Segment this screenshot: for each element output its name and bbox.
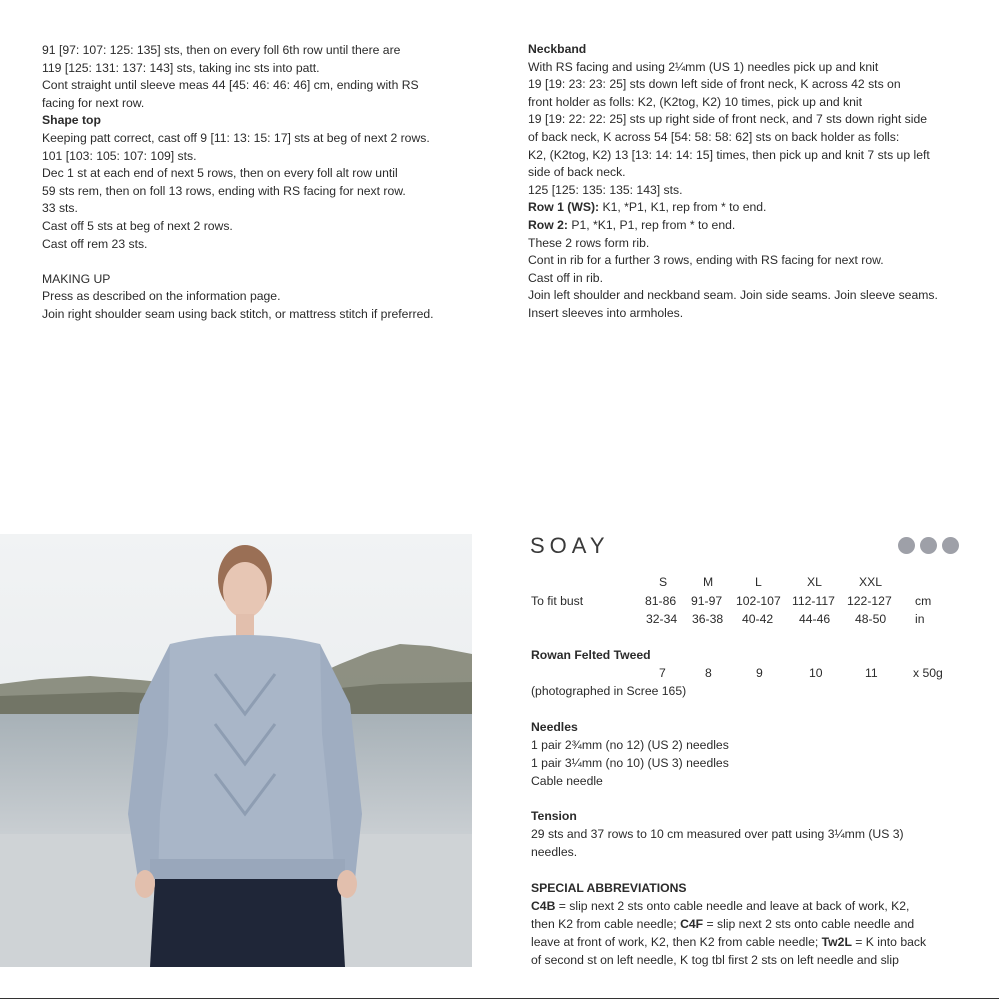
pattern-title: SOAY — [530, 533, 610, 558]
text-line: With RS facing and using 2¼mm (US 1) needles pick up and knit — [528, 59, 879, 74]
abbreviation-line: of second st on left needle, K tog tbl first 2 sts on left needle and slip — [531, 953, 899, 967]
text-line: Join left shoulder and neckband seam. Join side seams. Join sleeve seams. — [528, 288, 938, 303]
yarn-note: (photographed in Scree 165) — [531, 684, 687, 698]
text-line: These 2 rows form rib. — [528, 235, 650, 250]
difficulty-dot-icon — [898, 537, 915, 554]
size-cm-value: 112-117 — [792, 594, 835, 608]
row-1-text: K1, *P1, K1, rep from * to end. — [599, 200, 767, 215]
needles-heading: Needles — [531, 720, 578, 734]
yarn-amount: 9 — [756, 666, 763, 680]
text-line: 33 sts. — [42, 201, 78, 216]
tw2l-label: Tw2L — [821, 935, 852, 949]
size-in-value: 44-46 — [799, 612, 831, 626]
text-line: Insert sleeves into armholes. — [528, 305, 684, 320]
tension-line: needles. — [531, 845, 578, 859]
text-line: Cast off rem 23 sts. — [42, 236, 148, 251]
abbreviation-line — [531, 898, 909, 916]
text-line: facing for next row. — [42, 95, 145, 110]
row-2-text: P1, *K1, P1, rep from * to end. — [567, 217, 736, 232]
needle-line: 1 pair 3¼mm (no 10) (US 3) needles — [531, 756, 729, 770]
size-header: XXL — [859, 575, 883, 589]
in-unit: in — [915, 612, 925, 626]
abbreviations-heading: SPECIAL ABBREVIATIONS — [531, 881, 687, 895]
text-line: Cast off 5 sts at beg of next 2 rows. — [42, 218, 233, 233]
size-header: L — [755, 575, 762, 589]
row-1-instruction — [528, 199, 968, 217]
text-line: 59 sts rem, then on foll 13 rows, ending with RS facing for next row. — [42, 183, 406, 198]
text-line: 19 [19: 23: 23: 25] sts down left side of front neck, K across 42 sts on — [528, 77, 901, 92]
neckband-heading: Neckband — [528, 42, 587, 56]
difficulty-dot-icon — [920, 537, 937, 554]
tw2l-text: = K into back — [851, 935, 927, 949]
left-column — [42, 42, 482, 324]
size-in-value: 36-38 — [692, 612, 724, 626]
c4f-text: = slip next 2 sts onto cable needle and — [703, 917, 915, 931]
size-in-value: 40-42 — [742, 612, 774, 626]
size-cm-value: 102-107 — [736, 594, 781, 608]
right-column — [528, 41, 968, 323]
c4f-text-cont: leave at front of work, K2, then K2 from cable needle; — [531, 935, 822, 949]
text-line: 119 [125: 131: 137: 143] sts, taking inc sts into patt. — [42, 60, 320, 75]
row-2-label: Row 2: — [528, 217, 568, 232]
text-line: Cont in rib for a further 3 rows, ending with RS facing for next row. — [528, 253, 884, 268]
text-line: 91 [97: 107: 125: 135] sts, then on every foll 6th row until there are — [42, 43, 401, 57]
tension-heading: Tension — [531, 809, 577, 823]
needle-line: 1 pair 2¾mm (no 12) (US 2) needles — [531, 738, 729, 752]
row-1-label: Row 1 (WS): — [528, 200, 600, 215]
text-line: K2, (K2tog, K2) 13 [13: 14: 14: 15] times, then pick up and knit 7 sts up left — [528, 147, 930, 162]
yarn-amount: 10 — [809, 666, 823, 680]
model-photo — [0, 534, 472, 967]
c4f-label: C4F — [680, 917, 704, 931]
yarn-unit: x 50g — [913, 666, 943, 680]
shape-top-heading: Shape top — [42, 113, 101, 128]
text-line: Keeping patt correct, cast off 9 [11: 13: 15: 17] sts at beg of next 2 rows. — [42, 130, 430, 145]
tension-line: 29 sts and 37 rows to 10 cm measured over patt using 3¼mm (US 3) — [531, 827, 904, 841]
size-cm-value: 122-127 — [847, 594, 892, 608]
difficulty-rating — [898, 537, 959, 555]
fit-bust-label: To fit bust — [531, 594, 584, 608]
size-in-value: 32-34 — [646, 612, 678, 626]
size-in-value: 48-50 — [855, 612, 887, 626]
text-line: 101 [103: 105: 107: 109] sts. — [42, 148, 197, 163]
c4b-text: = slip next 2 sts onto cable needle and leave at back of work, K2, — [555, 899, 910, 913]
text-line: Cast off in rib. — [528, 270, 603, 285]
needle-line: Cable needle — [531, 774, 603, 788]
row-2-instruction — [528, 217, 968, 235]
making-up-heading: MAKING UP — [42, 271, 111, 286]
text-line: Cont straight until sleeve meas 44 [45: 46: 46: 46] cm, ending with RS — [42, 78, 419, 93]
yarn-heading: Rowan Felted Tweed — [531, 648, 651, 662]
c4b-text-cont: then K2 from cable needle; — [531, 917, 681, 931]
text-line: 19 [19: 22: 22: 25] sts up right side of front neck, and 7 sts down right side — [528, 112, 928, 127]
c4b-label: C4B — [531, 899, 556, 913]
size-cm-value: 81-86 — [645, 594, 677, 608]
abbreviation-line — [531, 916, 914, 934]
text-line: Join right shoulder seam using back stitch, or mattress stitch if preferred. — [42, 306, 434, 321]
size-header: M — [703, 575, 714, 589]
text-line: front holder as folls: K2, (K2tog, K2) 10 times, pick up and knit — [528, 94, 862, 109]
difficulty-dot-icon — [942, 537, 959, 554]
text-line: 125 [125: 135: 135: 143] sts. — [528, 182, 683, 197]
model-photo-illustration — [0, 534, 472, 967]
text-line: of back neck, K across 54 [54: 58: 58: 62] sts on back holder as folls: — [528, 129, 900, 144]
size-cm-value: 91-97 — [691, 594, 723, 608]
yarn-amount: 7 — [659, 666, 666, 680]
abbreviation-line — [531, 934, 926, 952]
text-line: Dec 1 st at each end of next 5 rows, then on every foll alt row until — [42, 166, 398, 181]
size-header: S — [659, 575, 668, 589]
size-header: XL — [807, 575, 822, 589]
yarn-amount: 8 — [705, 666, 712, 680]
text-line: side of back neck. — [528, 165, 626, 180]
yarn-amount: 11 — [865, 666, 878, 680]
text-line: Press as described on the information page. — [42, 289, 281, 304]
page-bottom-rule — [0, 998, 999, 999]
cm-unit: cm — [915, 594, 932, 608]
